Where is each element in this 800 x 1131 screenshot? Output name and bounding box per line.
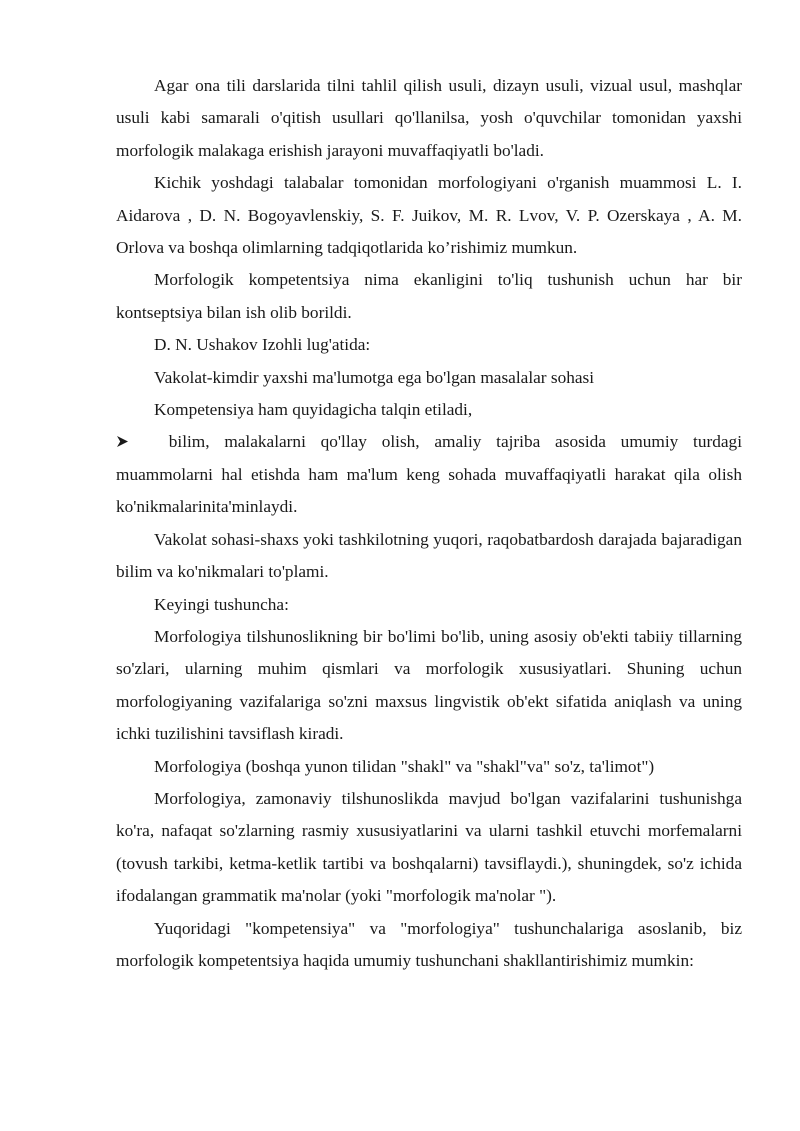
paragraph-morphology-etymology: Morfologiya (boshqa yunon tilidan "shakl" va "shakl"va" so'z, ta'limot") [154,756,655,776]
bullet-text: bilim, malakalarni qo'llay olish, amaliy tajriba asosida umumiy turdagi muammolarni hal etishda ham ma'lum keng sohada muvaffaqiyatli harakat qila olish ko'nikmalarinita'minlaydi. [116,432,742,517]
paragraph-morphology-research: Kichik yoshdagi talabalar tomonidan morfologiyani o'rganish muammosi L. I. Aidarova , D. N. Bogoyavlenskiy, S. F. Juikov, M. R. Lvov, V. P. Ozerskaya , A. M. Orlova va boshqa olimlarning tadqiqotlarida ko’rishimiz mumkun. [116,173,742,258]
document-page [116,70,742,977]
bullet-paragraph [116,426,742,523]
paragraph-teaching-methods: Agar ona tili darslarida tilni tahlil qilish usuli, dizayn usuli, vizual usul, mashqlar usuli kabi samarali o'qitish usullari qo'llanilsa, yosh o'quvchilar tomonidan yaxshi morfologik malakaga erishish jarayoni muvaffaqiyatli bo'ladi. [116,76,742,160]
paragraph-competence-interpretation: Kompetensiya ham quyidagicha talqin etiladi, [154,400,473,420]
paragraph-morphology-definition: Morfologiya tilshunoslikning bir bo'limi bo'lib, uning asosiy ob'ekti tabiiy tillarning so'zlari, ularning muhim qismlari va morfologik xususiyatlari. Shuning uchun morfologiyaning vazifalariga so'zni maxsus lingvistik ob'ekt sifatida aniqlash va uning ichki tuzilishini tavsiflash kiradi. [116,626,742,744]
paragraph-competence-definition: Vakolat-kimdir yaxshi ma'lumotga ega bo'lgan masalalar sohasi [154,367,595,387]
paragraph-ushakov-dictionary: D. N. Ushakov Izohli lug'atida: [154,335,371,355]
paragraph-competence-scope: Vakolat sohasi-shaxs yoki tashkilotning yuqori, raqobatbardosh darajada bajaradigan bilim va ko'nikmalari to'plami. [116,529,742,582]
arrowhead-bullet-icon [116,426,154,458]
paragraph-next-concept: Keyingi tushuncha: [154,594,289,614]
paragraph-morphological-competence: Morfologik kompetentsiya nima ekanligini to'liq tushunish uchun har bir kontseptsiya bilan ish olib borildi. [116,270,742,322]
paragraph-modern-morphology: Morfologiya, zamonaviy tilshunoslikda mavjud bo'lgan vazifalarini tushunishga ko'ra, nafaqat so'zlarning rasmiy xususiyatlarini va ularni tashkil etuvchi morfemalarni (tovush tarkibi, ketma-ketlik tartibi va boshqalarni) tavsiflaydi.), shuningdek, so'z ichida ifodalangan grammatik ma'nolar (yoki "morfologik ma'nolar "). [116,788,742,906]
paragraph-conclusion: Yuqoridagi "kompetensiya" va "morfologiya" tushunchalariga asoslanib, biz morfologik kompetentsiya haqida umumiy tushunchani shakllantirishimiz mumkin: [116,918,742,970]
